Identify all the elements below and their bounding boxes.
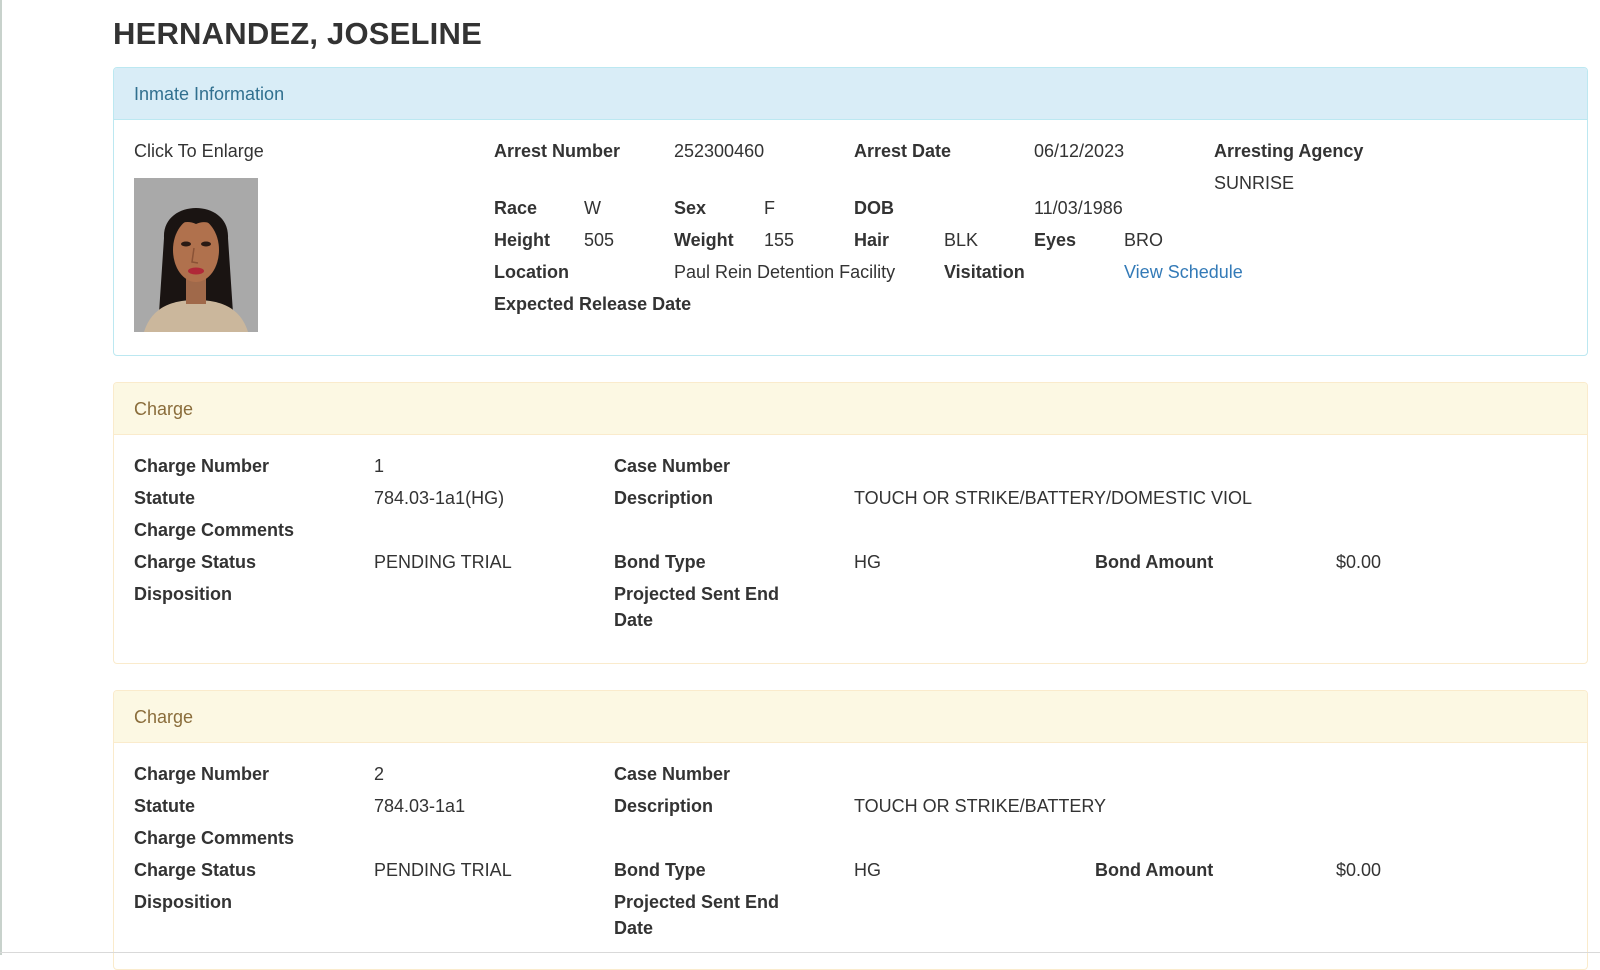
inmate-information-panel [113,67,1588,356]
height-value: 505 [584,230,615,250]
window-bottom-edge [0,952,1600,953]
mugshot-image [134,178,258,332]
eyes-value: BRO [1124,230,1164,250]
bond-type-value: HG [854,552,881,572]
arresting-agency-label: Arresting Agency [1214,141,1364,161]
statute-value: 784.03-1a1 [374,796,466,816]
photo-caption[interactable]: Click To Enlarge [134,141,264,161]
bond-amount-value: $0.00 [1336,860,1382,880]
charge-number-label: Charge Number [134,764,270,784]
dob-label: DOB [854,198,894,218]
weight-label: Weight [674,230,734,250]
hair-value: BLK [944,230,979,250]
projected-sent-end-date-label: Projected Sent End Date [614,892,780,938]
charge-comments-label: Charge Comments [134,520,295,540]
arrest-number-label: Arrest Number [494,141,621,161]
charge-panel-1 [113,382,1588,664]
bond-type-value: HG [854,860,881,880]
projected-sent-end-date-label: Projected Sent End Date [614,584,780,630]
charge-comments-label: Charge Comments [134,828,295,848]
charge-heading-1: Charge [114,383,1587,435]
charge-number-label: Charge Number [134,456,270,476]
expected-release-date-label: Expected Release Date [494,294,692,314]
sex-value: F [764,198,775,218]
height-label: Height [494,230,550,250]
location-value: Paul Rein Detention Facility [674,262,896,282]
description-label: Description [614,796,714,816]
description-label: Description [614,488,714,508]
charge-number-value: 1 [374,456,385,476]
view-schedule-link[interactable]: View Schedule [1124,262,1243,282]
visitation-label: Visitation [944,262,1025,282]
location-label: Location [494,262,569,282]
race-value: W [584,198,601,218]
charge-status-label: Charge Status [134,552,257,572]
weight-value: 155 [764,230,795,250]
disposition-label: Disposition [134,584,232,604]
charge-status-label: Charge Status [134,860,257,880]
arresting-agency-value: SUNRISE [1214,173,1295,193]
arrest-date-label: Arrest Date [854,141,952,161]
case-number-label: Case Number [614,456,731,476]
charge-number-value: 2 [374,764,385,784]
window-left-edge [0,0,2,955]
eyes-label: Eyes [1034,230,1077,250]
arrest-date-value: 06/12/2023 [1034,141,1125,161]
dob-value: 11/03/1986 [1034,198,1123,218]
arrest-number-value: 252300460 [674,141,765,161]
hair-label: Hair [854,230,890,250]
charge-heading-2: Charge [114,691,1587,743]
bond-type-label: Bond Type [614,552,706,572]
charge-panel-2 [113,690,1588,970]
bond-amount-label: Bond Amount [1095,860,1214,880]
description-value: TOUCH OR STRIKE/BATTERY [854,796,1107,816]
description-value: TOUCH OR STRIKE/BATTERY/DOMESTIC VIOL [854,488,1253,508]
statute-label: Statute [134,488,196,508]
statute-label: Statute [134,796,196,816]
sex-label: Sex [674,198,707,218]
charge-status-value: PENDING TRIAL [374,552,512,572]
race-label: Race [494,198,538,218]
mugshot-photo[interactable] [134,178,258,332]
inmate-information-heading: Inmate Information [114,68,1587,120]
disposition-label: Disposition [134,892,232,912]
charge-status-value: PENDING TRIAL [374,860,512,880]
bond-type-label: Bond Type [614,860,706,880]
bond-amount-label: Bond Amount [1095,552,1214,572]
case-number-label: Case Number [614,764,731,784]
bond-amount-value: $0.00 [1336,552,1382,572]
page-title: HERNANDEZ, JOSELINE [113,16,482,51]
statute-value: 784.03-1a1(HG) [374,488,505,508]
